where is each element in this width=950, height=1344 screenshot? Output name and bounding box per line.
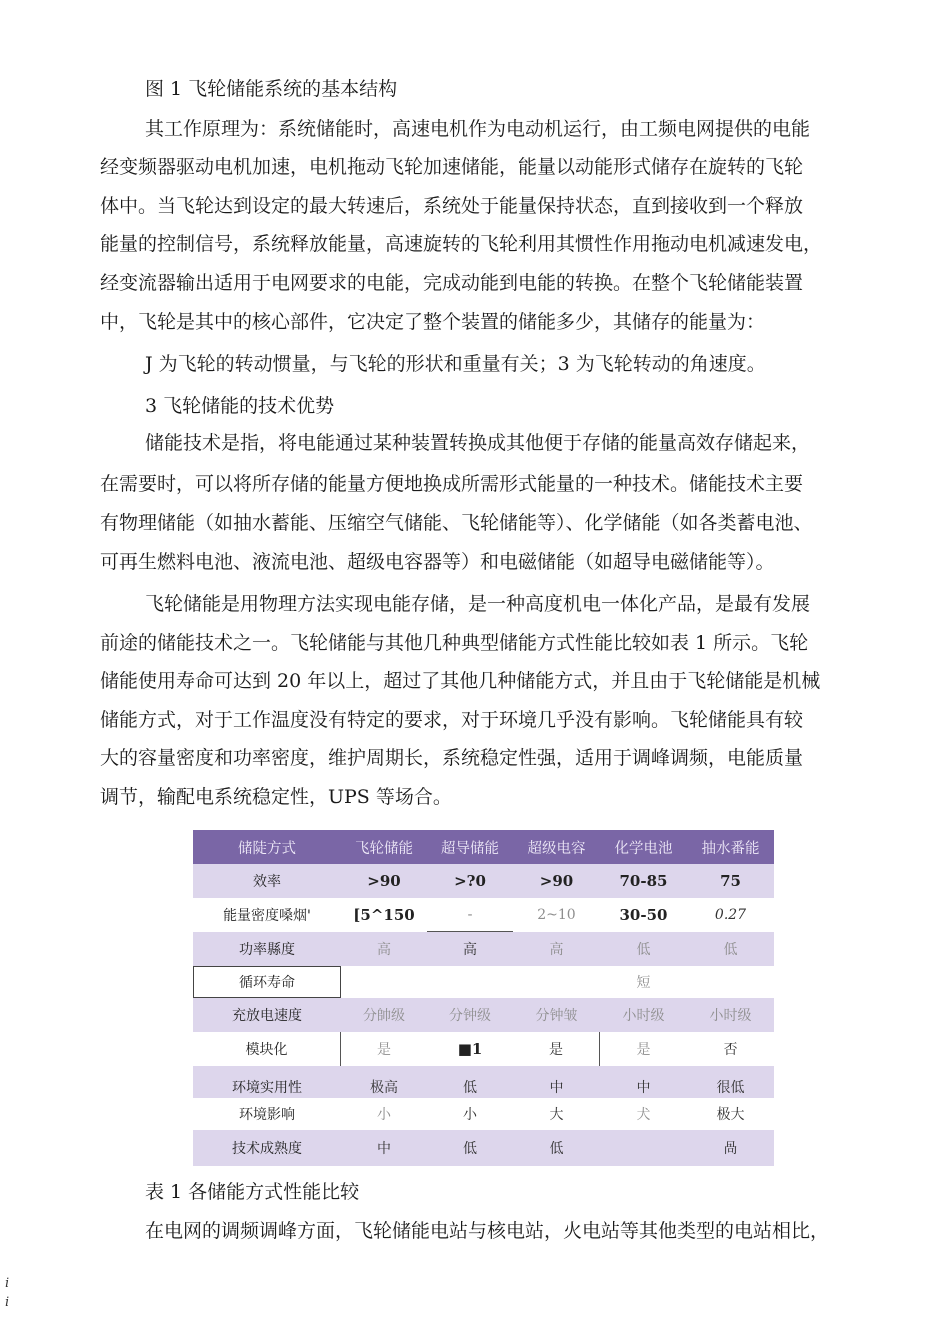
table-cell: 分钟皱 bbox=[535, 1008, 578, 1024]
table-cell bbox=[427, 966, 513, 998]
paragraph-line: 经变频器驱动电机加速，电机拖动飞轮加速储能，能量以动能形式储存在旋转的飞轮 bbox=[100, 156, 804, 178]
table-cell: 极大 bbox=[716, 1107, 745, 1123]
table-cell bbox=[341, 966, 427, 998]
table-cell: 30-50 bbox=[619, 906, 668, 924]
header-cell: 抽水番能 bbox=[701, 840, 760, 857]
table-cell: 短 bbox=[636, 975, 651, 991]
table-cell: 分钟级 bbox=[449, 1008, 491, 1024]
table-cell: 很低 bbox=[716, 1080, 745, 1096]
table-row bbox=[193, 864, 774, 898]
margin-mark: i bbox=[5, 1276, 10, 1291]
table-cell: 中 bbox=[377, 1141, 391, 1157]
header-cell: 超导储能 bbox=[441, 840, 499, 857]
row-label: 效率 bbox=[253, 874, 281, 890]
table-cell: 75 bbox=[720, 872, 741, 890]
table-cell bbox=[687, 966, 774, 998]
table-cell: 低 bbox=[463, 1080, 477, 1096]
table-cell: 是 bbox=[636, 1042, 651, 1058]
header-cell: 储陡方式 bbox=[238, 840, 296, 857]
table-cell: 大 bbox=[549, 1107, 564, 1123]
row-label: 能量密度嗓烟' bbox=[223, 908, 311, 924]
table-cell: 高 bbox=[377, 942, 391, 958]
table-row bbox=[193, 1130, 774, 1166]
table-cell: - bbox=[427, 898, 513, 932]
table-header bbox=[193, 830, 774, 864]
table-cell: 是 bbox=[377, 1042, 391, 1058]
table-cell: 中 bbox=[636, 1080, 651, 1096]
table-row bbox=[193, 1098, 774, 1130]
table-cell: 低 bbox=[463, 1141, 477, 1157]
table-cell: 中 bbox=[549, 1080, 564, 1096]
table-row bbox=[193, 966, 774, 998]
paragraph-line: 储能技术是指，将电能通过某种装置转换成其他便于存储的能量高效存储起来， bbox=[145, 432, 811, 454]
row-label: 环境影响 bbox=[239, 1107, 295, 1123]
table-cell: 犬 bbox=[636, 1107, 651, 1123]
row-label: 模块化 bbox=[193, 1032, 341, 1066]
table-cell: 2~10 bbox=[537, 907, 576, 923]
row-label: 技术成熟度 bbox=[232, 1141, 302, 1157]
paragraph-line: 有物理储能（如抽水蓄能、压缩空气储能、飞轮储能等）、化学储能（如各类蓄电池、 bbox=[100, 512, 813, 534]
row-label: 功率縣度 bbox=[239, 942, 295, 958]
header-cell: 化学电池 bbox=[614, 840, 673, 857]
table-cell: 70-85 bbox=[619, 872, 668, 890]
table-row bbox=[193, 998, 774, 1032]
table-cell bbox=[513, 966, 600, 998]
table-cell: 低 bbox=[549, 1141, 564, 1157]
inertia-note: J 为飞轮的转动惯量，与飞轮的形状和重量有关；3 为飞轮转动的角速度。 bbox=[145, 353, 766, 375]
table-cell: 极高 bbox=[370, 1080, 398, 1096]
table-cell: 小时级 bbox=[709, 1008, 752, 1024]
header-cell: 超级电容 bbox=[527, 840, 586, 857]
table-cell: 分帥级 bbox=[363, 1008, 405, 1024]
paragraph-line: 前途的储能技术之一。飞轮储能与其他几种典型储能方式性能比较如表 1 所示。飞轮 bbox=[100, 632, 809, 654]
margin-mark: i bbox=[5, 1295, 10, 1310]
table-cell: 高 bbox=[549, 942, 564, 958]
table-cell: >90 bbox=[367, 872, 401, 890]
row-label: 充放电速度 bbox=[232, 1008, 302, 1024]
paragraph-line: 可再生燃料电池、液流电池、超级电容器等）和电磁储能（如超导电磁储能等）。 bbox=[100, 551, 775, 573]
paragraph-line: 储能方式，对于工作温度没有特定的要求，对于环境几乎没有影响。飞轮储能具有较 bbox=[100, 709, 804, 731]
row-label: 环境实用性 bbox=[232, 1080, 302, 1096]
figure-caption: 图 1 飞轮储能系统的基本结构 bbox=[145, 78, 398, 100]
paragraph-line: 体中。当飞轮达到设定的最大转速后，系统处于能量保持状态，直到接收到一个释放 bbox=[100, 195, 804, 217]
table-cell bbox=[600, 1130, 687, 1166]
paragraph-line: 调节，输配电系统稳定性，UPS 等场合。 bbox=[100, 786, 452, 808]
paragraph-line: 经变流器输出适用于电网要求的电能，完成动能到电能的转换。在整个飞轮储能装置 bbox=[100, 272, 804, 294]
table-row bbox=[193, 932, 774, 966]
table-cell: 是 bbox=[513, 1032, 600, 1066]
table-cell: 咼 bbox=[723, 1141, 738, 1157]
header-cell: 飞轮储能 bbox=[355, 840, 413, 857]
table-cell: 否 bbox=[723, 1042, 738, 1058]
table-cell: 小时级 bbox=[622, 1008, 665, 1024]
paragraph-line: 其工作原理为：系统储能时，高速电机作为电动机运行，由工频电网提供的电能 bbox=[145, 118, 811, 140]
table-cell: 低 bbox=[636, 942, 651, 958]
table-cell: [5^150 bbox=[353, 906, 415, 924]
table-row bbox=[193, 898, 774, 932]
table-cell: >90 bbox=[539, 872, 574, 890]
paragraph-line: 大的容量密度和功率密度，维护周期长，系统稳定性强，适用于调峰调频，电能质量 bbox=[100, 747, 804, 769]
table-cell: 小 bbox=[377, 1107, 391, 1123]
paragraph-line: 能量的控制信号，系统释放能量，高速旋转的飞轮利用其惯性作用拖动电机减速发电， bbox=[100, 233, 823, 255]
section-title: 3 飞轮储能的技术优势 bbox=[145, 395, 335, 417]
table-cell: >?0 bbox=[454, 872, 486, 890]
table-caption: 表 1 各储能方式性能比较 bbox=[145, 1181, 360, 1203]
paragraph-line: 在电网的调频调峰方面，飞轮储能电站与核电站，火电站等其他类型的电站相比， bbox=[145, 1220, 830, 1242]
table-cell: 0.27 bbox=[714, 907, 747, 923]
table-cell: 高 bbox=[463, 942, 477, 958]
paragraph-line: 中，飞轮是其中的核心部件，它决定了整个装置的储能多少，其储存的能量为： bbox=[100, 311, 766, 333]
table-cell: 小 bbox=[463, 1107, 477, 1123]
paragraph-line: 储能使用寿命可达到 20 年以上，超过了其他几种储能方式，并且由于飞轮储能是机械 bbox=[100, 670, 821, 692]
table-cell: ■1 bbox=[457, 1040, 483, 1058]
table-cell: 低 bbox=[723, 942, 738, 958]
row-label: 循环寿命 bbox=[193, 966, 341, 998]
table-row bbox=[193, 1066, 774, 1098]
paragraph-line: 在需要时，可以将所存储的能量方便地换成所需形式能量的一种技术。储能技术主要 bbox=[100, 473, 804, 495]
paragraph-line: 飞轮储能是用物理方法实现电能存储，是一种高度机电一体化产品，是最有发展 bbox=[145, 593, 811, 615]
table-row bbox=[193, 1032, 774, 1066]
